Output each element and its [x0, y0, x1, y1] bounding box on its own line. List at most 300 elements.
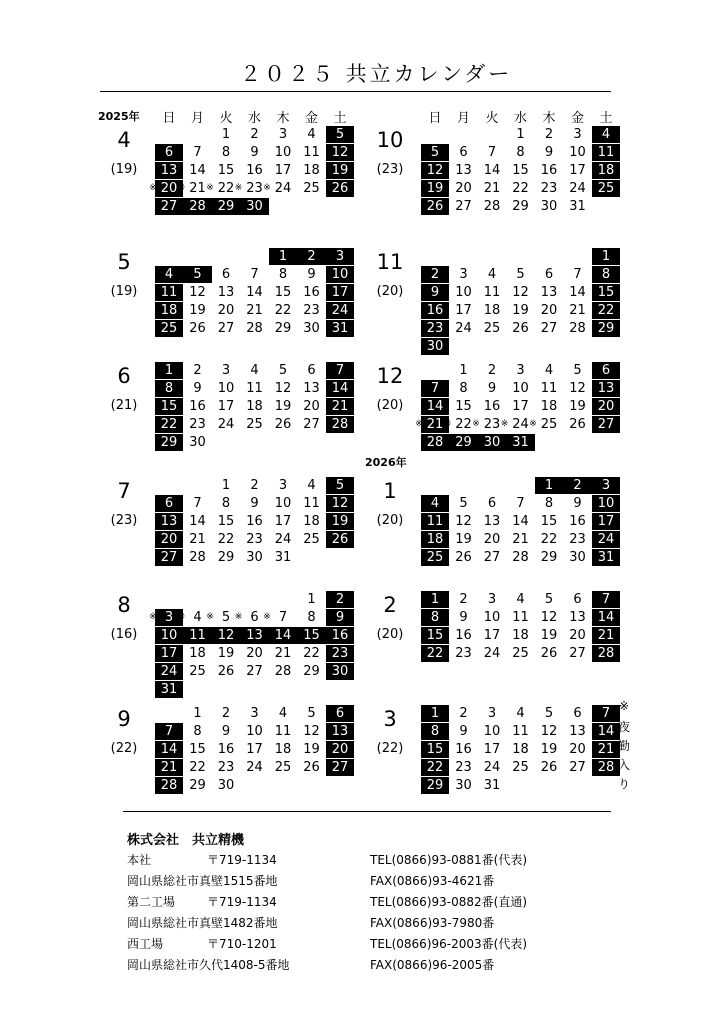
holiday-day: 20 — [160, 181, 178, 196]
calendar-day: 8 — [221, 496, 231, 511]
calendar-day: 27 — [540, 321, 558, 336]
holiday-day: 10 — [331, 267, 349, 282]
weekday-header: 火 — [219, 111, 233, 126]
calendar-day: 5 — [221, 610, 231, 625]
calendar-day: 19 — [455, 532, 472, 547]
calendar-day: 27 — [246, 664, 263, 679]
holiday-day: 7 — [335, 363, 345, 378]
month-number: 1 — [383, 479, 397, 503]
working-days-count: (19) — [110, 284, 138, 299]
calendar-day: 19 — [512, 303, 529, 318]
calendar-day: 14 — [483, 163, 501, 178]
calendar-day: 12 — [540, 724, 558, 739]
calendar-day: 2 — [193, 363, 202, 378]
holiday-day: 23 — [426, 321, 444, 336]
calendar-day: 23 — [217, 760, 235, 775]
calendar-day: 6 — [573, 592, 582, 607]
holiday-day: 13 — [597, 381, 615, 396]
holiday-day: 15 — [303, 628, 320, 643]
calendar-day: 10 — [483, 610, 501, 625]
night-note-char: ※ — [618, 699, 630, 713]
calendar-day: 16 — [303, 285, 320, 300]
calendar-day: 24 — [274, 532, 292, 547]
holiday-day: 12 — [426, 163, 444, 178]
calendar-day: 30 — [540, 199, 558, 214]
calendar-day: 30 — [303, 321, 320, 336]
calendar-day: 21 — [274, 646, 292, 661]
holiday-day: 21 — [160, 760, 178, 775]
holiday-day: 1 — [601, 249, 611, 264]
calendar-day: 9 — [459, 724, 468, 739]
calendar-day: 20 — [569, 628, 586, 643]
calendar-day: 20 — [303, 399, 320, 414]
calendar-day: 4 — [516, 592, 525, 607]
calendar-title: ２０２５ 共立カレンダー — [240, 62, 513, 86]
calendar-day: 30 — [217, 778, 235, 793]
calendar-day: 30 — [569, 550, 586, 565]
calendar-day: 13 — [483, 514, 501, 529]
calendar-day: 22 — [217, 532, 235, 547]
calendar-day: 9 — [544, 145, 554, 160]
calendar-day: 23 — [189, 417, 206, 432]
calendar-day: 26 — [189, 321, 206, 336]
calendar-day: 26 — [512, 321, 529, 336]
working-days-count: (22) — [376, 741, 404, 756]
calendar-day: 1 — [459, 363, 468, 378]
holiday-day: 13 — [160, 163, 178, 178]
calendar-day: 15 — [540, 514, 558, 529]
calendar-day: 27 — [569, 760, 586, 775]
calendar-day: 11 — [540, 381, 558, 396]
night-shift-mark: ※ — [206, 612, 214, 622]
year-label-2025: 2025年 — [98, 110, 140, 123]
night-shift-mark: ※ — [206, 183, 214, 193]
calendar-day: 2 — [250, 127, 259, 142]
holiday-day: 31 — [512, 435, 529, 450]
holiday-day: 9 — [335, 610, 345, 625]
calendar-day: 28 — [274, 664, 292, 679]
calendar-day: 27 — [303, 417, 320, 432]
info-postal: 〒719-1134 — [207, 853, 277, 867]
holiday-day: 26 — [331, 181, 349, 196]
holiday-day: 14 — [597, 610, 615, 625]
holiday-day: 16 — [331, 628, 349, 643]
info-right: TEL(0866)96-2003番(代表) — [370, 937, 528, 951]
calendar-day: 24 — [274, 181, 292, 196]
calendar-day: 6 — [221, 267, 231, 282]
month-number: 7 — [117, 479, 131, 503]
calendar-day: 3 — [516, 363, 525, 378]
holiday-day: 6 — [601, 363, 611, 378]
holiday-day: 7 — [164, 724, 174, 739]
calendar-day: 18 — [303, 514, 320, 529]
calendar-day: 23 — [455, 760, 472, 775]
calendar-day: 14 — [189, 163, 206, 178]
calendar-day: 3 — [487, 592, 497, 607]
calendar-day: 4 — [278, 706, 288, 721]
holiday-day: 29 — [426, 778, 444, 793]
holiday-day: 29 — [217, 199, 235, 214]
calendar-day: 29 — [189, 778, 206, 793]
calendar-day: 9 — [307, 267, 316, 282]
holiday-day: 14 — [274, 628, 292, 643]
calendar-day: 1 — [193, 706, 202, 721]
calendar-day: 1 — [221, 478, 231, 493]
holiday-day: 2 — [335, 592, 345, 607]
calendar-day: 2 — [459, 592, 468, 607]
info-left: 岡山県総社市真壁1515番地 — [127, 874, 278, 888]
holiday-day: 25 — [597, 181, 615, 196]
calendar-day: 26 — [274, 417, 292, 432]
calendar-day: 24 — [246, 760, 263, 775]
holiday-day: 20 — [160, 532, 178, 547]
calendar-day: 1 — [221, 127, 231, 142]
holiday-day: 17 — [160, 646, 178, 661]
calendar-day: 11 — [483, 285, 501, 300]
holiday-day: 17 — [331, 285, 349, 300]
calendar-day: 14 — [569, 285, 586, 300]
holiday-day: 18 — [160, 303, 178, 318]
info-left: 西工場 — [127, 937, 164, 951]
info-postal: 〒719-1134 — [207, 895, 277, 909]
calendar-day: 3 — [250, 706, 259, 721]
calendar-day: 9 — [459, 610, 468, 625]
calendar-day: 28 — [246, 321, 263, 336]
calendar-day: 8 — [221, 145, 231, 160]
weekday-header: 木 — [276, 111, 290, 126]
holiday-day: 6 — [164, 145, 174, 160]
holiday-day: 30 — [483, 435, 501, 450]
calendar-day: 5 — [516, 267, 525, 282]
calendar-day: 27 — [455, 199, 472, 214]
holiday-day: 3 — [601, 478, 611, 493]
calendar-day: 9 — [487, 381, 497, 396]
working-days-count: (23) — [376, 162, 404, 177]
calendar-day: 6 — [544, 267, 554, 282]
holiday-day: 14 — [426, 399, 444, 414]
calendar-day: 28 — [569, 321, 586, 336]
calendar-day: 11 — [512, 610, 529, 625]
calendar-day: 9 — [250, 145, 259, 160]
holiday-day: 6 — [164, 496, 174, 511]
info-right: FAX(0866)96-2005番 — [370, 958, 495, 972]
calendar-day: 22 — [189, 760, 206, 775]
holiday-day: 5 — [430, 145, 440, 160]
holiday-day: 19 — [426, 181, 444, 196]
calendar-day: 23 — [246, 532, 263, 547]
holiday-day: 7 — [430, 381, 440, 396]
night-shift-mark: ※ — [234, 612, 243, 622]
month-number: 9 — [117, 707, 131, 731]
calendar-day: 22 — [512, 181, 529, 196]
calendar-day: 21 — [512, 532, 529, 547]
calendar-day: 8 — [278, 267, 288, 282]
calendar-day: 9 — [193, 381, 202, 396]
calendar-day: 10 — [246, 724, 263, 739]
holiday-day: 12 — [331, 496, 349, 511]
working-days-count: (20) — [376, 513, 404, 528]
holiday-day: 11 — [597, 145, 615, 160]
calendar-day: 29 — [540, 550, 558, 565]
holiday-day: 31 — [597, 550, 615, 565]
calendar-day: 23 — [455, 646, 472, 661]
calendar-day: 7 — [516, 496, 525, 511]
holiday-day: 15 — [426, 742, 444, 757]
calendar-day: 5 — [573, 363, 582, 378]
calendar-day: 25 — [512, 760, 529, 775]
calendar-day: 14 — [512, 514, 529, 529]
calendar-day: 28 — [189, 550, 206, 565]
calendar-day: 8 — [459, 381, 468, 396]
calendar-day: 2 — [544, 127, 554, 142]
calendar-day: 13 — [217, 285, 235, 300]
calendar-day: 14 — [189, 514, 206, 529]
holiday-day: 7 — [601, 706, 611, 721]
calendar-day: 29 — [303, 664, 320, 679]
calendar-day: 16 — [483, 399, 501, 414]
holiday-day: 11 — [426, 514, 444, 529]
weekday-header: 日 — [162, 111, 176, 126]
calendar-day: 8 — [193, 724, 202, 739]
holiday-day: 3 — [335, 249, 345, 264]
weekday-header: 土 — [599, 111, 613, 126]
calendar-day: 25 — [512, 646, 529, 661]
month-number: 8 — [117, 593, 131, 617]
holiday-day: 4 — [164, 267, 174, 282]
calendar-day: 9 — [221, 724, 231, 739]
calendar-day: 2 — [250, 478, 259, 493]
calendar-day: 7 — [193, 496, 202, 511]
calendar-day: 17 — [569, 163, 586, 178]
holiday-day: 31 — [160, 682, 178, 697]
holiday-day: 27 — [160, 550, 178, 565]
holiday-day: 19 — [331, 163, 349, 178]
calendar-day: 5 — [544, 706, 554, 721]
calendar-day: 13 — [569, 610, 586, 625]
calendar-day: 4 — [516, 706, 525, 721]
holiday-day: 30 — [246, 199, 263, 214]
info-postal: 〒710-1201 — [207, 937, 277, 951]
calendar-day: 8 — [516, 145, 525, 160]
calendar-day: 18 — [512, 628, 529, 643]
holiday-day: 9 — [430, 285, 440, 300]
calendar-day: 20 — [483, 532, 501, 547]
calendar-day: 19 — [189, 303, 206, 318]
calendar-day: 18 — [512, 742, 529, 757]
calendar-day: 12 — [274, 381, 292, 396]
holiday-day: 1 — [278, 249, 288, 264]
calendar-day: 30 — [455, 778, 472, 793]
calendar-day: 22 — [540, 532, 558, 547]
working-days-count: (16) — [110, 627, 138, 642]
calendar-day: 13 — [455, 163, 472, 178]
calendar-day: 25 — [274, 760, 292, 775]
holiday-day: 10 — [160, 628, 178, 643]
holiday-day: 23 — [331, 646, 349, 661]
working-days-count: (20) — [376, 627, 404, 642]
calendar-day: 26 — [303, 760, 320, 775]
calendar-day: 20 — [569, 742, 586, 757]
month-number: 12 — [376, 364, 404, 388]
calendar-day: 18 — [540, 399, 558, 414]
calendar-day: 29 — [274, 321, 292, 336]
holiday-day: 26 — [331, 532, 349, 547]
calendar-day: 16 — [246, 163, 263, 178]
calendar-day: 7 — [573, 267, 582, 282]
calendar-day: 5 — [544, 592, 554, 607]
holiday-day: 2 — [307, 249, 316, 264]
calendar-day: 17 — [217, 399, 235, 414]
calendar-day: 14 — [246, 285, 263, 300]
calendar-day: 4 — [307, 127, 316, 142]
calendar-day: 4 — [250, 363, 259, 378]
holiday-day: 21 — [597, 742, 615, 757]
calendar-day: 23 — [540, 181, 558, 196]
calendar-day: 20 — [217, 303, 235, 318]
calendar-day: 11 — [274, 724, 292, 739]
working-days-count: (21) — [110, 398, 138, 413]
holiday-day: 7 — [601, 592, 611, 607]
calendar-day: 12 — [512, 285, 529, 300]
calendar-day: 4 — [544, 363, 554, 378]
calendar-day: 15 — [274, 285, 292, 300]
calendar-day: 7 — [193, 145, 202, 160]
weekday-header: 金 — [304, 111, 318, 126]
calendar-day: 26 — [540, 760, 558, 775]
calendar-day: 26 — [569, 417, 586, 432]
calendar-day: 29 — [512, 199, 529, 214]
holiday-day: 15 — [597, 285, 615, 300]
calendar-day: 25 — [246, 417, 263, 432]
calendar-day: 23 — [483, 417, 501, 432]
holiday-day: 27 — [331, 760, 349, 775]
year-label-2026: 2026年 — [365, 456, 407, 469]
calendar-day: 30 — [189, 435, 206, 450]
holiday-day: 8 — [430, 610, 440, 625]
holiday-day: 28 — [331, 417, 349, 432]
footer-divider — [123, 811, 611, 812]
calendar-day: 9 — [250, 496, 259, 511]
holiday-day: 1 — [164, 363, 174, 378]
holiday-day: 2 — [430, 267, 440, 282]
calendar-day: 24 — [483, 760, 501, 775]
calendar-day: 18 — [303, 163, 320, 178]
calendar-day: 15 — [217, 163, 235, 178]
month-number: 10 — [376, 128, 404, 152]
calendar-day: 25 — [189, 664, 206, 679]
calendar-day: 26 — [455, 550, 472, 565]
working-days-count: (22) — [110, 741, 138, 756]
holiday-day: 31 — [331, 321, 349, 336]
calendar-day: 31 — [483, 778, 501, 793]
calendar-day: 13 — [569, 724, 586, 739]
holiday-day: 11 — [189, 628, 206, 643]
calendar-day: 3 — [459, 267, 468, 282]
calendar-day: 13 — [540, 285, 558, 300]
calendar-day: 7 — [250, 267, 259, 282]
calendar-day: 12 — [303, 724, 320, 739]
holiday-day: 2 — [573, 478, 582, 493]
holiday-day: 14 — [597, 724, 615, 739]
calendar-day: 10 — [512, 381, 529, 396]
holiday-day: 30 — [331, 664, 349, 679]
calendar-day: 26 — [217, 664, 235, 679]
holiday-day: 20 — [331, 742, 349, 757]
holiday-day: 21 — [426, 417, 444, 432]
night-note-char: り — [617, 777, 630, 791]
holiday-day: 11 — [160, 285, 178, 300]
info-right: TEL(0866)93-0881番(代表) — [370, 853, 528, 867]
calendar-day: 12 — [540, 610, 558, 625]
calendar-day: 19 — [540, 742, 558, 757]
calendar-day: 23 — [303, 303, 320, 318]
holiday-day: 5 — [335, 478, 345, 493]
holiday-day: 28 — [426, 435, 444, 450]
calendar-day: 22 — [217, 181, 235, 196]
night-shift-mark: ※ — [443, 419, 452, 429]
calendar-day: 5 — [307, 706, 316, 721]
title-divider — [100, 91, 611, 92]
holiday-day: 1 — [430, 592, 440, 607]
calendar-day: 25 — [540, 417, 558, 432]
holiday-day: 5 — [193, 267, 202, 282]
calendar-day: 18 — [189, 646, 206, 661]
calendar-day: 16 — [246, 514, 263, 529]
calendar-day: 25 — [303, 181, 320, 196]
calendar-day: 17 — [274, 514, 292, 529]
calendar-day: 5 — [278, 363, 288, 378]
holiday-day: 22 — [160, 417, 178, 432]
holiday-day: 21 — [331, 399, 349, 414]
calendar-day: 20 — [540, 303, 558, 318]
night-note-char: 夜 — [617, 720, 630, 734]
holiday-day: 24 — [160, 664, 178, 679]
calendar-day: 19 — [303, 742, 320, 757]
holiday-day: 1 — [544, 478, 554, 493]
calendar-day: 17 — [274, 163, 292, 178]
calendar-day: 15 — [455, 399, 472, 414]
info-right: TEL(0866)93-0882番(直通) — [370, 895, 528, 909]
holiday-day: 15 — [426, 628, 444, 643]
calendar-day: 1 — [516, 127, 525, 142]
calendar-day: 13 — [303, 381, 320, 396]
calendar-day: 15 — [512, 163, 529, 178]
holiday-day: 24 — [331, 303, 349, 318]
calendar-day: 21 — [189, 181, 206, 196]
calendar-day: 16 — [569, 514, 586, 529]
holiday-day: 13 — [160, 514, 178, 529]
calendar-day: 10 — [455, 285, 472, 300]
holiday-day: 20 — [597, 399, 615, 414]
calendar-day: 3 — [221, 363, 231, 378]
holiday-day: 24 — [597, 532, 615, 547]
holiday-day: 25 — [426, 550, 444, 565]
calendar-day: 28 — [483, 199, 501, 214]
holiday-day: 13 — [331, 724, 349, 739]
calendar-day: 2 — [459, 706, 468, 721]
holiday-day: 25 — [160, 321, 178, 336]
calendar-day: 11 — [512, 724, 529, 739]
holiday-day: 28 — [597, 646, 615, 661]
calendar-day: 22 — [274, 303, 292, 318]
holiday-day: 17 — [597, 514, 615, 529]
calendar-day: 17 — [483, 742, 501, 757]
working-days-count: (20) — [376, 284, 404, 299]
calendar-day: 29 — [217, 550, 235, 565]
holiday-day: 14 — [331, 381, 349, 396]
night-shift-mark: ※ — [149, 612, 157, 622]
holiday-day: 22 — [426, 760, 444, 775]
